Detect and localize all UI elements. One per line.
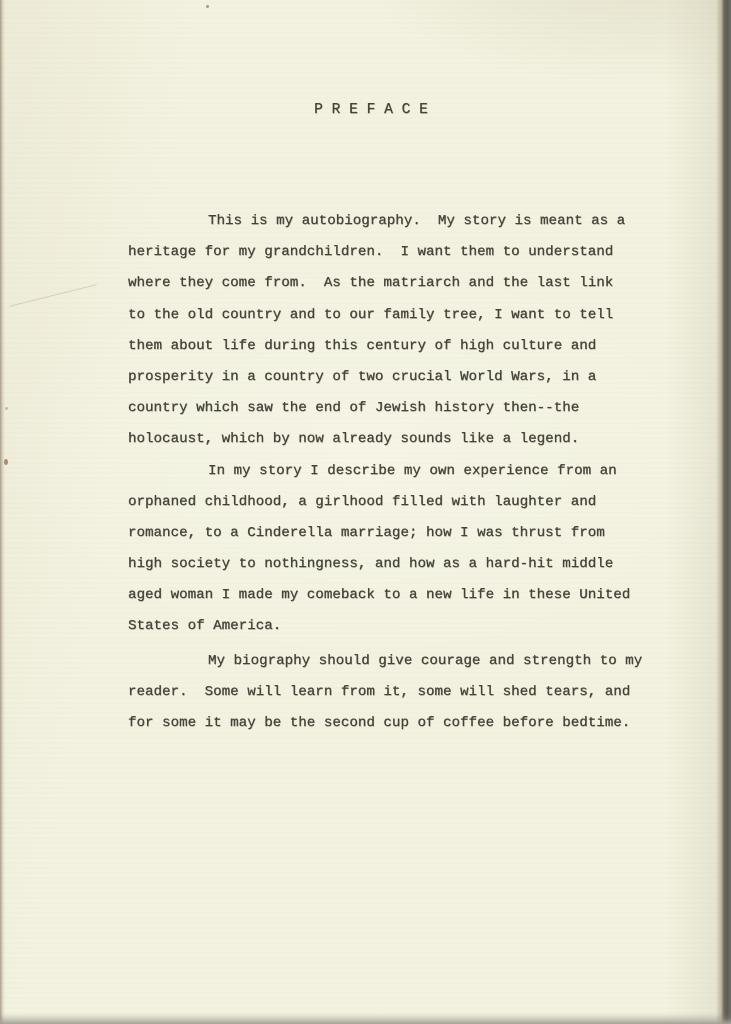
text-line: heritage for my grandchildren. I want them to understand [128,244,614,261]
text-line: country which saw the end of Jewish history then--the [128,400,580,417]
paragraph-1 [128,206,648,456]
paragraph-3 [128,646,648,740]
text-line: where they come from. As the matriarch and the last link [128,275,614,292]
text-line: In my story I describe my own experience from an [208,462,617,479]
page-left-edge [0,0,5,1024]
text-line: reader. Some will learn from it, some will shed tears, and [128,683,631,700]
text-line: aged woman I made my comeback to a new life in these United [128,587,631,604]
text-line: holocaust, which by now already sounds like a legend. [128,431,580,448]
text-line: to the old country and to our family tree, I want to tell [128,306,614,323]
page-title: P R E F A C E [314,102,428,118]
text-line: high society to nothingness, and how as a hard-hit middle [128,556,614,573]
text-line: prosperity in a country of two crucial World Wars, in a [128,368,597,385]
text-line: orphaned childhood, a girlhood filled with laughter and [128,493,597,510]
paragraph-2 [128,456,648,643]
text-line: them about life during this century of high culture and [128,337,597,354]
text-line: My biography should give courage and strength to my [208,652,643,669]
page-right-edge [716,0,731,1024]
paper-crease [9,284,97,307]
text-line: This is my autobiography. My story is meant as a [208,213,626,229]
text-line: romance, to a Cinderella marriage; how I was thrust from [128,524,605,541]
page-bottom-edge [0,1013,731,1024]
preface-body [128,206,648,739]
text-line: for some it may be the second cup of coffee before bedtime. [128,715,631,731]
text-line: States of America. [128,618,282,635]
paper-speck [206,5,209,8]
paper-speck [5,407,8,410]
